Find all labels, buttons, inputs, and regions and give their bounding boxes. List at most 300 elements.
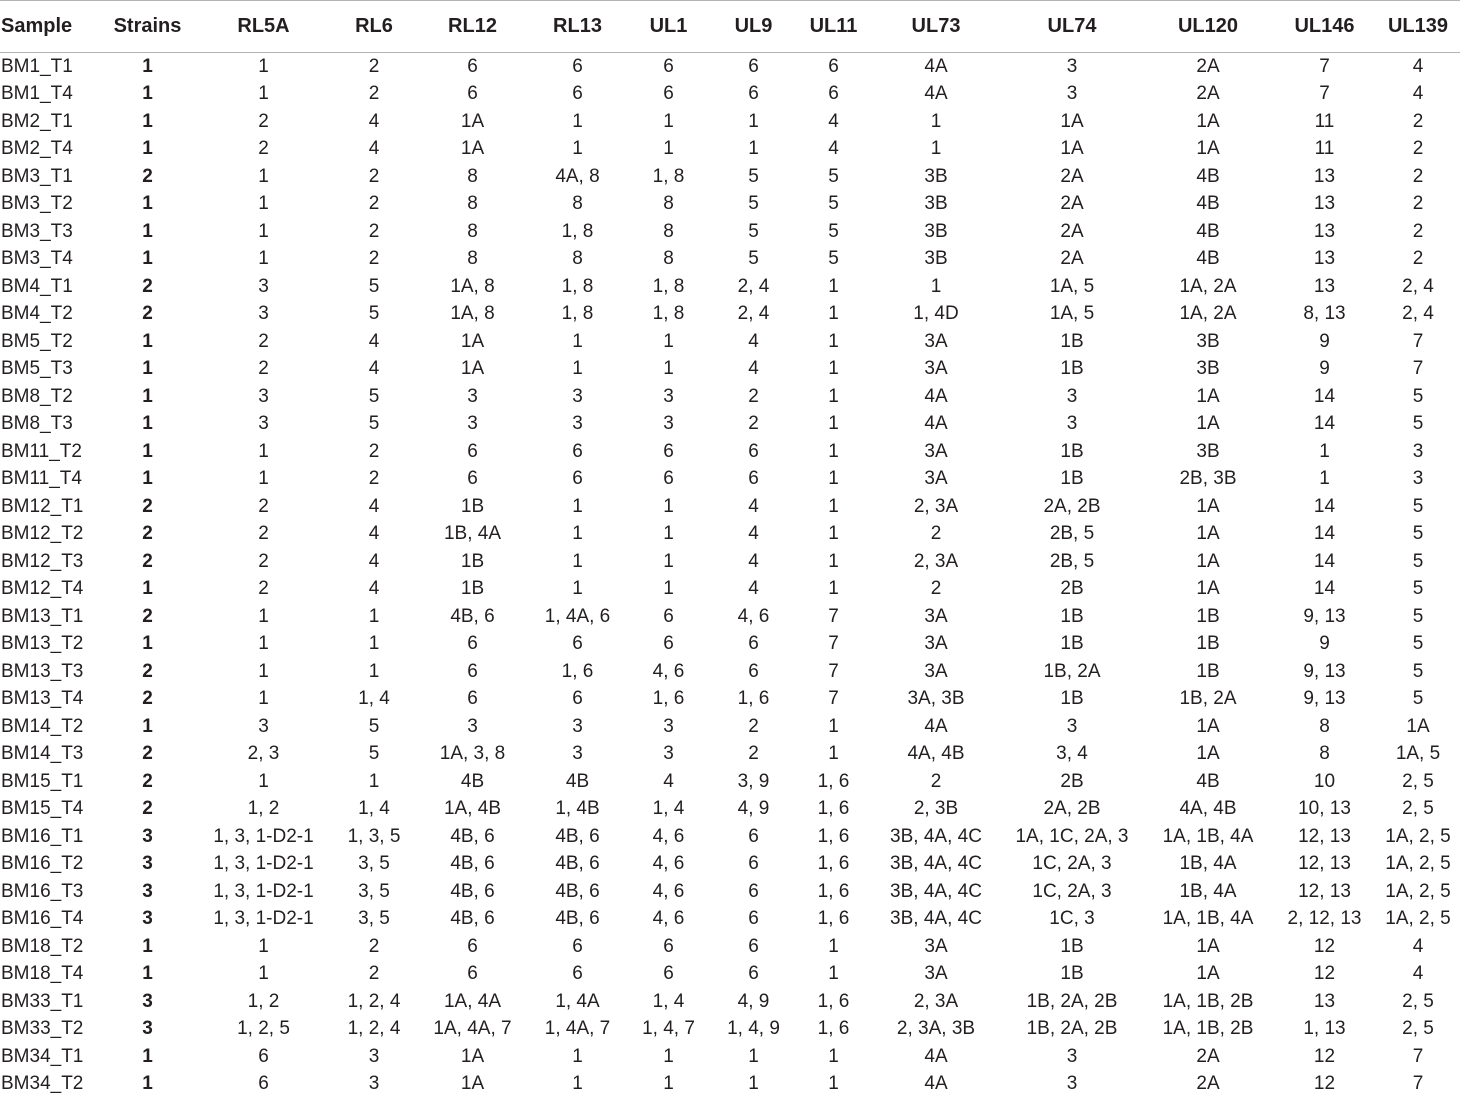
genotype-cell-ul11: 5: [828, 193, 839, 215]
genotype-cell-ul9: 5: [748, 193, 759, 215]
genotype-cell-ul9: 4, 6: [737, 605, 770, 627]
genotype-cell-ul73: 3A: [924, 605, 948, 627]
column-header-strains: Strains: [100, 1, 195, 53]
genotype-cell-ul11: 4: [828, 138, 839, 160]
genotype-cell-rl5a: 1, 3, 1-D2-1: [213, 853, 314, 875]
genotype-cell-ul139: 2, 5: [1402, 770, 1434, 792]
table-row: [0, 795, 1460, 823]
table-row: [0, 905, 1460, 933]
genotype-cell-rl12: 6: [467, 935, 478, 957]
table-row: [0, 1043, 1460, 1071]
sample-cell: BM18_T2: [1, 935, 84, 957]
genotype-cell-ul73: 1: [930, 138, 942, 160]
genotype-cell-ul120: 1A, 1B, 2B: [1162, 1018, 1254, 1040]
strains-cell: 2: [142, 523, 153, 545]
table-row: [0, 273, 1460, 301]
genotype-cell-ul11: 1, 6: [817, 990, 850, 1012]
genotype-cell-ul1: 8: [663, 193, 674, 215]
genotype-cell-rl6: 3, 5: [358, 880, 390, 902]
genotype-cell-ul9: 6: [748, 83, 759, 105]
genotype-cell-ul11: 1: [828, 275, 839, 297]
genotype-cell-rl13: 6: [572, 83, 583, 105]
column-header-rl12: RL12: [416, 1, 529, 53]
genotype-cell-ul120: 4B: [1196, 193, 1220, 215]
genotype-cell-ul120: 4B: [1196, 165, 1220, 187]
genotype-cell-rl12: 1A, 4B: [443, 798, 502, 820]
genotype-cell-rl5a: 3: [258, 715, 269, 737]
genotype-cell-ul139: 2: [1412, 110, 1424, 132]
genotype-cell-rl6: 5: [368, 385, 380, 407]
table-body: [0, 53, 1460, 1098]
genotype-cell-ul74: 2A: [1060, 165, 1084, 187]
genotype-cell-ul11: 7: [828, 688, 839, 710]
strains-cell: 1: [142, 193, 153, 215]
genotype-cell-ul139: 4: [1412, 56, 1424, 77]
genotype-cell-ul146: 11: [1314, 110, 1335, 132]
column-header-ul146: UL146: [1273, 1, 1376, 53]
strains-cell: 1: [142, 1073, 153, 1095]
genotype-cell-ul139: 5: [1412, 660, 1424, 682]
genotype-cell-ul139: 1A, 2, 5: [1385, 825, 1451, 847]
genotype-cell-rl5a: 2: [258, 523, 269, 545]
genotype-cell-rl12: 1A, 8: [450, 275, 495, 297]
genotype-cell-ul73: 3B: [924, 220, 948, 242]
genotype-cell-ul139: 1A, 2, 5: [1385, 853, 1451, 875]
genotype-cell-ul1: 4, 6: [652, 880, 685, 902]
genotype-cell-ul73: 1: [930, 275, 942, 297]
sample-cell: BM3_T3: [1, 220, 73, 242]
genotype-cell-ul139: 5: [1412, 495, 1424, 517]
genotype-cell-rl5a: 1: [258, 935, 269, 957]
genotype-cell-ul9: 1: [748, 138, 759, 160]
sample-cell: BM13_T2: [1, 633, 84, 655]
genotype-cell-rl12: 1A, 3, 8: [439, 743, 506, 765]
genotype-cell-ul11: 1: [828, 330, 839, 352]
strains-cell: 2: [142, 743, 153, 765]
genotype-cell-rl5a: 1, 3, 1-D2-1: [213, 908, 314, 930]
genotype-cell-ul74: 2A: [1060, 248, 1084, 270]
genotype-cell-ul146: 12, 13: [1298, 825, 1351, 847]
genotype-cell-ul11: 1, 6: [817, 798, 850, 820]
genotype-cell-rl6: 2: [368, 468, 380, 490]
genotype-cell-rl6: 1, 2, 4: [347, 1018, 401, 1040]
genotype-cell-rl6: 4: [368, 523, 380, 545]
genotype-cell-ul120: 1A, 2A: [1179, 275, 1237, 297]
genotype-cell-ul74: 1B: [1060, 358, 1084, 380]
genotype-cell-ul73: 1: [930, 110, 942, 132]
strains-cell: 2: [142, 165, 153, 187]
genotype-cell-ul73: 1, 4D: [913, 303, 959, 325]
column-header-ul73: UL73: [871, 1, 1001, 53]
genotype-cell-rl13: 4B, 6: [555, 853, 600, 875]
sample-cell: BM16_T4: [1, 908, 84, 930]
genotype-cell-ul120: 1A: [1196, 385, 1220, 407]
genotype-cell-ul146: 8: [1319, 743, 1330, 765]
sample-cell: BM12_T2: [1, 523, 84, 545]
genotype-cell-ul73: 4A: [924, 56, 948, 77]
genotype-cell-ul73: 2, 3A: [913, 495, 959, 517]
genotype-cell-ul139: 2: [1412, 248, 1424, 270]
table-row: [0, 685, 1460, 713]
genotype-cell-rl13: 4B, 6: [555, 908, 600, 930]
genotype-cell-ul73: 3B: [924, 193, 948, 215]
genotype-cell-ul11: 1: [828, 1045, 839, 1067]
genotype-cell-rl12: 6: [467, 963, 478, 985]
genotype-cell-rl13: 1: [572, 495, 583, 517]
sample-cell: BM3_T4: [1, 248, 73, 270]
strains-cell: 1: [142, 963, 153, 985]
genotype-cell-ul73: 3B: [924, 248, 948, 270]
sample-cell: BM33_T2: [1, 1018, 84, 1040]
genotype-cell-rl13: 1: [572, 358, 583, 380]
genotype-cell-ul1: 3: [663, 743, 674, 765]
table-row: [0, 218, 1460, 246]
genotype-cell-ul146: 1, 13: [1303, 1018, 1346, 1040]
genotype-cell-rl13: 4B, 6: [555, 880, 600, 902]
genotype-cell-rl12: 4B, 6: [450, 825, 495, 847]
genotype-cell-ul120: 1B: [1196, 605, 1220, 627]
sample-cell: BM16_T1: [1, 825, 84, 847]
genotype-cell-ul73: 2, 3A: [913, 990, 959, 1012]
genotype-cell-ul11: 1: [828, 413, 839, 435]
genotype-cell-ul9: 1: [748, 1045, 759, 1067]
genotype-cell-ul1: 1: [663, 110, 674, 132]
genotype-cell-rl5a: 2, 3: [247, 743, 280, 765]
genotype-cell-ul139: 2: [1412, 193, 1424, 215]
genotype-cell-rl5a: 1: [258, 688, 269, 710]
genotype-cell-ul139: 5: [1412, 688, 1424, 710]
genotype-cell-ul74: 1B: [1060, 468, 1084, 490]
sample-cell: BM1_T1: [1, 56, 73, 77]
genotype-cell-rl13: 1: [572, 138, 583, 160]
strains-cell: 1: [142, 83, 153, 105]
genotype-cell-rl12: 6: [467, 468, 478, 490]
sample-cell: BM2_T1: [1, 110, 73, 132]
genotype-cell-ul146: 8, 13: [1303, 303, 1346, 325]
genotype-cell-ul73: 3B, 4A, 4C: [890, 853, 982, 875]
genotype-cell-rl13: 4B: [565, 770, 590, 792]
genotype-cell-ul11: 1, 6: [817, 1018, 850, 1040]
genotype-cell-rl6: 5: [368, 303, 380, 325]
strains-cell: 1: [142, 715, 153, 737]
genotype-cell-ul1: 1: [663, 523, 674, 545]
genotype-cell-ul146: 14: [1313, 495, 1336, 517]
genotype-cell-ul1: 1: [663, 330, 674, 352]
genotype-cell-ul9: 4, 9: [737, 798, 770, 820]
genotype-cell-ul9: 5: [748, 165, 759, 187]
genotype-cell-ul1: 3: [663, 413, 674, 435]
genotype-cell-ul146: 9, 13: [1303, 688, 1346, 710]
genotype-cell-ul73: 3A: [924, 468, 948, 490]
genotype-cell-ul146: 9, 13: [1303, 605, 1346, 627]
genotype-cell-rl5a: 1: [258, 468, 269, 490]
table-row: [0, 575, 1460, 603]
sample-cell: BM3_T1: [1, 165, 73, 187]
genotype-cell-ul120: 3B: [1196, 330, 1220, 352]
genotype-cell-rl12: 8: [467, 193, 478, 215]
genotype-cell-ul146: 12: [1313, 1073, 1336, 1095]
genotype-cell-ul139: 5: [1412, 385, 1424, 407]
genotype-cell-rl5a: 1: [258, 963, 269, 985]
genotype-cell-ul139: 2, 4: [1402, 275, 1434, 297]
sample-cell: BM14_T2: [1, 715, 84, 737]
genotype-cell-ul11: 6: [828, 83, 839, 105]
sample-cell: BM12_T4: [1, 578, 84, 600]
strains-cell: 3: [142, 853, 153, 875]
genotype-cell-rl5a: 1: [258, 56, 269, 77]
genotype-cell-rl5a: 1, 2: [247, 798, 280, 820]
genotype-cell-ul11: 1: [828, 1073, 839, 1095]
genotype-cell-ul139: 5: [1412, 605, 1424, 627]
sample-cell: BM14_T3: [1, 743, 84, 765]
genotype-cell-ul9: 6: [748, 963, 759, 985]
genotype-cell-rl12: 1B, 4A: [443, 523, 502, 545]
table-row: [0, 410, 1460, 438]
genotype-cell-ul120: 2B, 3B: [1179, 468, 1237, 490]
genotype-cell-ul139: 4: [1412, 83, 1424, 105]
genotype-cell-ul1: 1: [663, 578, 674, 600]
strains-cell: 1: [142, 935, 153, 957]
genotype-cell-ul1: 1: [663, 138, 674, 160]
strains-cell: 1: [142, 1045, 153, 1067]
table-row: [0, 960, 1460, 988]
genotype-cell-ul139: 1A, 2, 5: [1385, 908, 1451, 930]
sample-cell: BM4_T1: [1, 275, 73, 297]
genotype-cell-ul73: 3A: [924, 358, 948, 380]
genotype-cell-rl13: 3: [572, 743, 583, 765]
genotype-cell-rl6: 1: [368, 660, 380, 682]
genotype-cell-ul120: 4B: [1196, 220, 1220, 242]
genotype-cell-ul120: 4B: [1196, 770, 1220, 792]
genotype-cell-ul146: 14: [1313, 578, 1336, 600]
strains-cell: 1: [142, 440, 153, 462]
table-row: [0, 80, 1460, 108]
genotype-cell-ul73: 3A: [924, 963, 948, 985]
genotype-cell-ul9: 6: [748, 908, 759, 930]
column-header-ul9: UL9: [711, 1, 796, 53]
genotype-cell-rl13: 1: [572, 1073, 583, 1095]
genotype-cell-ul139: 4: [1412, 935, 1424, 957]
genotype-cell-ul11: 1: [828, 358, 839, 380]
genotype-cell-ul146: 11: [1314, 138, 1335, 160]
table-row: [0, 1070, 1460, 1098]
genotype-cell-rl12: 1B: [460, 578, 485, 600]
genotype-cell-rl6: 1, 4: [358, 798, 390, 820]
genotype-cell-ul139: 2, 5: [1402, 990, 1434, 1012]
genotype-cell-ul11: 5: [828, 220, 839, 242]
genotype-cell-ul146: 1: [1319, 440, 1330, 462]
genotype-cell-ul120: 1A: [1196, 935, 1220, 957]
genotype-cell-ul1: 4: [663, 770, 674, 792]
table-row: [0, 135, 1460, 163]
genotype-cell-rl12: 3: [467, 715, 478, 737]
genotype-cell-ul74: 2A: [1060, 193, 1084, 215]
genotype-cell-ul9: 4: [748, 578, 759, 600]
table-row: [0, 548, 1460, 576]
genotype-cell-ul146: 12: [1313, 935, 1336, 957]
sample-cell: BM8_T2: [1, 385, 73, 407]
table-row: [0, 53, 1460, 81]
genotype-cell-ul11: 1: [828, 743, 839, 765]
sample-cell: BM11_T2: [1, 440, 82, 462]
genotype-cell-ul11: 1: [828, 495, 839, 517]
genotype-cell-ul9: 2: [748, 385, 759, 407]
strains-cell: 2: [142, 550, 153, 572]
genotype-cell-ul120: 1A: [1196, 523, 1220, 545]
genotype-cell-ul73: 4A: [924, 715, 948, 737]
sample-cell: BM2_T4: [1, 138, 73, 160]
genotype-cell-ul11: 1: [828, 523, 839, 545]
genotype-cell-ul11: 1: [828, 550, 839, 572]
genotype-cell-ul9: 4: [748, 358, 759, 380]
genotype-cell-ul120: 1B: [1196, 633, 1220, 655]
genotype-cell-rl5a: 1, 2: [247, 990, 280, 1012]
table-row: [0, 355, 1460, 383]
table-row: [0, 190, 1460, 218]
genotype-cell-rl13: 6: [572, 56, 583, 77]
genotype-cell-ul74: 2B: [1060, 770, 1084, 792]
genotype-cell-ul74: 1B: [1060, 963, 1084, 985]
strains-cell: 3: [142, 1018, 153, 1040]
table-row: [0, 768, 1460, 796]
genotype-cell-ul120: 1A: [1196, 413, 1220, 435]
genotype-cell-ul120: 1B, 4A: [1179, 853, 1237, 875]
genotype-cell-rl6: 3: [368, 1045, 380, 1067]
strains-cell: 1: [142, 633, 153, 655]
genotype-cell-ul139: 7: [1412, 330, 1424, 352]
genotype-cell-ul74: 1A, 5: [1049, 303, 1095, 325]
genotype-cell-ul146: 12, 13: [1298, 853, 1351, 875]
genotype-cell-ul1: 6: [663, 963, 674, 985]
genotype-cell-ul1: 4, 6: [652, 660, 685, 682]
strains-cell: 1: [142, 578, 153, 600]
genotype-cell-ul73: 4A, 4B: [907, 743, 965, 765]
genotype-cell-rl13: 3: [572, 413, 583, 435]
genotype-cell-ul139: 7: [1412, 1045, 1424, 1067]
genotype-cell-rl6: 3, 5: [358, 853, 390, 875]
genotype-cell-rl6: 2: [368, 220, 380, 242]
genotype-cell-ul11: 7: [828, 605, 839, 627]
genotype-cell-ul11: 1, 6: [817, 880, 850, 902]
column-header-ul74: UL74: [1001, 1, 1143, 53]
genotype-cell-ul146: 13: [1313, 248, 1336, 270]
genotype-cell-ul73: 3A: [924, 330, 948, 352]
genotype-cell-ul9: 2: [748, 715, 759, 737]
genotype-cell-rl6: 5: [368, 743, 380, 765]
genotype-cell-ul74: 1C, 2A, 3: [1032, 880, 1112, 902]
strains-cell: 2: [142, 688, 153, 710]
genotype-cell-rl5a: 3: [258, 275, 269, 297]
strains-cell: 2: [142, 660, 153, 682]
genotype-cell-ul74: 3: [1066, 1073, 1078, 1095]
genotype-cell-ul74: 2B, 5: [1049, 523, 1095, 545]
genotype-cell-ul9: 6: [748, 660, 759, 682]
genotype-cell-ul139: 2: [1412, 165, 1424, 187]
sample-cell: BM34_T2: [1, 1073, 84, 1095]
genotype-cell-rl5a: 3: [258, 385, 269, 407]
genotype-cell-ul139: 5: [1412, 578, 1424, 600]
genotype-cell-rl12: 4B, 6: [450, 853, 495, 875]
strains-cell: 1: [142, 110, 153, 132]
genotype-cell-rl5a: 6: [258, 1073, 269, 1095]
genotype-cell-rl5a: 1, 3, 1-D2-1: [213, 825, 314, 847]
column-header-rl6: RL6: [332, 1, 416, 53]
genotype-cell-rl5a: 1: [258, 440, 269, 462]
genotype-cell-rl6: 5: [368, 715, 380, 737]
genotype-cell-rl5a: 1, 2, 5: [237, 1018, 290, 1040]
genotype-cell-ul73: 2: [930, 523, 942, 545]
genotype-cell-ul146: 2, 12, 13: [1287, 908, 1362, 930]
genotype-cell-ul9: 1: [748, 110, 759, 132]
genotype-cell-ul139: 3: [1412, 468, 1424, 490]
genotype-cell-ul11: 4: [828, 110, 839, 132]
table-row: [0, 740, 1460, 768]
genotype-cell-ul139: 2: [1412, 138, 1424, 160]
genotype-cell-ul146: 12, 13: [1298, 880, 1351, 902]
genotype-cell-ul9: 6: [748, 468, 759, 490]
genotype-cell-ul9: 3, 9: [737, 770, 770, 792]
genotype-cell-ul9: 1, 4, 9: [727, 1018, 780, 1040]
genotype-cell-ul1: 1, 6: [652, 688, 685, 710]
table-row: [0, 300, 1460, 328]
genotype-cell-ul74: 1B, 2A, 2B: [1026, 990, 1118, 1012]
genotype-cell-rl12: 6: [467, 83, 478, 105]
genotype-cell-ul74: 3: [1066, 83, 1078, 105]
genotype-cell-ul1: 6: [663, 56, 674, 77]
genotype-cell-ul74: 1B: [1060, 605, 1084, 627]
column-header-sample: Sample: [0, 1, 100, 53]
genotype-cell-ul139: 2, 5: [1402, 798, 1434, 820]
genotype-cell-ul120: 4A, 4B: [1179, 798, 1237, 820]
genotype-cell-rl13: 6: [572, 688, 583, 710]
genotype-cell-ul74: 1C, 3: [1049, 908, 1095, 930]
genotype-cell-ul1: 1: [663, 358, 674, 380]
genotype-cell-rl13: 1: [572, 550, 583, 572]
genotype-cell-rl5a: 2: [258, 110, 269, 132]
genotype-cell-ul73: 2: [930, 578, 942, 600]
table-row: [0, 658, 1460, 686]
genotype-cell-rl13: 1: [572, 578, 583, 600]
genotype-cell-ul139: 5: [1412, 633, 1424, 655]
sample-cell: BM4_T2: [1, 303, 73, 325]
genotype-cell-ul146: 7: [1319, 56, 1330, 77]
strains-cell: 2: [142, 275, 153, 297]
genotype-cell-ul11: 1, 6: [817, 853, 850, 875]
genotype-cell-ul139: 7: [1412, 1073, 1424, 1095]
genotype-cell-ul74: 3: [1066, 715, 1078, 737]
genotype-cell-ul146: 14: [1313, 413, 1336, 435]
genotype-cell-ul9: 4: [748, 495, 759, 517]
genotype-cell-rl5a: 2: [258, 138, 269, 160]
genotype-cell-ul9: 2: [748, 743, 759, 765]
genotype-cell-ul74: 1C, 2A, 3: [1032, 853, 1112, 875]
genotype-cell-rl6: 4: [368, 330, 380, 352]
genotype-cell-rl5a: 1: [258, 633, 269, 655]
genotype-cell-rl5a: 3: [258, 413, 269, 435]
genotype-cell-ul9: 1, 6: [737, 688, 770, 710]
genotype-cell-rl13: 1, 8: [561, 220, 594, 242]
genotype-cell-rl13: 1, 4B: [555, 798, 600, 820]
genotype-cell-rl6: 2: [368, 56, 380, 77]
genotype-cell-ul146: 1: [1319, 468, 1330, 490]
genotype-cell-ul120: 1A, 1B, 4A: [1162, 825, 1254, 847]
genotype-cell-rl12: 4B, 6: [450, 605, 495, 627]
genotype-cell-rl6: 3, 5: [358, 908, 390, 930]
genotype-cell-rl12: 6: [467, 688, 478, 710]
table-row: [0, 438, 1460, 466]
sample-cell: BM13_T1: [1, 605, 84, 627]
table-row: [0, 603, 1460, 631]
